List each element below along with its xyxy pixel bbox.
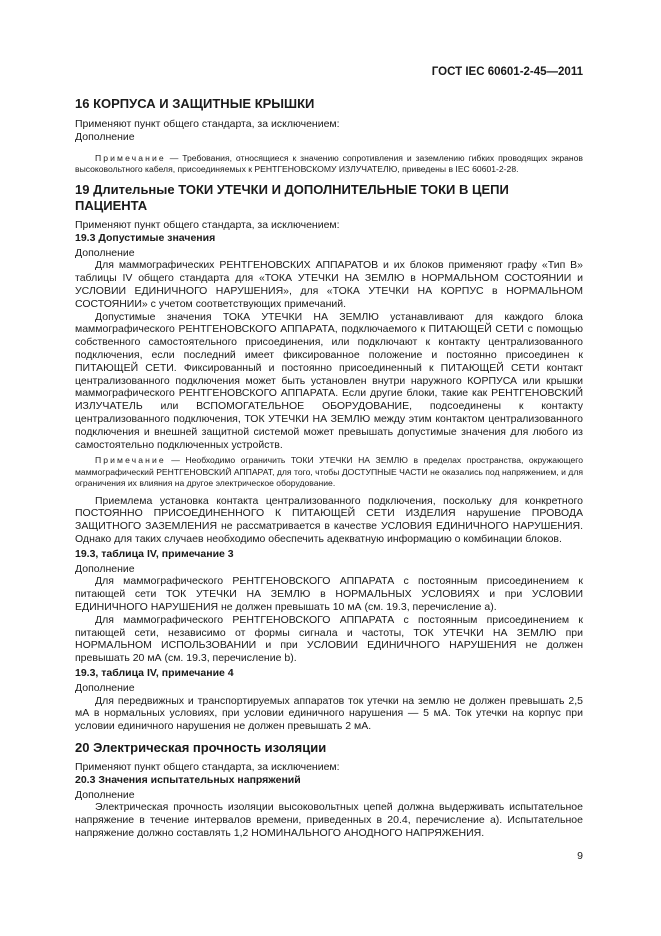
- note-label: Примечание: [95, 455, 166, 466]
- section-16-note: [75, 153, 583, 176]
- subsection-19-3-title: 19.3 Допустимые значения: [75, 231, 216, 244]
- subsection-20-3-title: 20.3 Значения испытательных напряжений: [75, 773, 301, 786]
- section-19-note: [75, 455, 583, 489]
- section-16-title: 16 КОРПУСА И ЗАЩИТНЫЕ КРЫШКИ: [75, 96, 315, 111]
- section-20-title: 20 Электрическая прочность изоляции: [75, 740, 327, 755]
- section-19-addition-2: Дополнение: [75, 562, 135, 575]
- subsection-note-4-title: 19.3, таблица IV, примечание 4: [75, 666, 234, 679]
- paragraph: Для маммографического РЕНТГЕНОВСКОГО АППАРАТА с постоянным присоединением к питающей сети, независимо от формы сигнала и частоты, ТОК УТЕЧКИ НА ЗЕМЛЮ при НОРМАЛЬНОМ ИСПОЛЬЗОВАНИИ и при УСЛОВИИ ЕДИНИЧНОГО НАРУШЕНИЯ не должен превышать 20 мА (см. 19.3, перечисление b).: [75, 613, 583, 665]
- paragraph: Допустимые значения ТОКА УТЕЧКИ НА ЗЕМЛЮ устанавливают для каждого блока маммографического РЕНТГЕНОВСКОГО АППАРАТА, подключаемого к ПИТАЮЩЕЙ СЕТИ с помощью собственного самостоятельного присоединения, или подключают к контакту централизованного подключения, если последний имеет фиксированное положение и постоянно присоединен к ПИТАЮЩЕЙ СЕТИ. Фиксированный и постоянно присоединенный к ПИТАЮЩЕЙ СЕТИ контакт централизованного подключения может быть установлен внутри наружного КОРПУСА или крышки маммографического РЕНТГЕНОВСКОГО АППАРАТА. Если другие блоки, такие как РЕНТГЕНОВСКИЙ ИЗЛУЧАТЕЛЬ или ВСПОМОГАТЕЛЬНОЕ ОБОРУДОВАНИЕ, подсоединены к контакту централизованного подключения, ТОК УТЕЧКИ НА ЗЕМЛЮ между этим контактом централизованного подключения и внешней защитной системой может превышать допустимые значения для любого из самостоятельно подключенных устройств.: [75, 310, 583, 451]
- section-16-intro: Применяют пункт общего стандарта, за исключением:: [75, 118, 340, 130]
- section-16-body: [75, 118, 583, 175]
- section-19-title: 19 Длительные ТОКИ УТЕЧКИ И ДОПОЛНИТЕЛЬНЫЕ ТОКИ В ЦЕПИ ПАЦИЕНТА: [75, 182, 509, 213]
- paragraph: Приемлема установка контакта централизованного подключения, поскольку для конкретного ПОСТОЯННО ПРИСОЕДИНЕННОГО К ПИТАЮЩЕЙ СЕТИ ИЗДЕЛИЯ нарушение ПРОВОДА ЗАЩИТНОГО ЗАЗЕМЛЕНИЯ не рассматривается в качестве УСЛОВИЯ ЕДИНИЧНОГО НАРУШЕНИЯ. Однако для таких случаев необходимо обеспечить адекватную информацию о комбинации блоков.: [75, 494, 583, 545]
- standard-header: ГОСТ IEC 60601-2-45—2011: [431, 66, 583, 78]
- section-16-addition: Дополнение: [75, 130, 135, 143]
- section-19-body: [75, 219, 583, 733]
- subsection-note-3-title: 19.3, таблица IV, примечание 3: [75, 547, 234, 560]
- page-number: 9: [577, 850, 583, 862]
- section-20-intro: Применяют пункт общего стандарта, за исключением:: [75, 761, 340, 773]
- section-20-addition: Дополнение: [75, 788, 135, 801]
- section-19-intro: Применяют пункт общего стандарта, за исключением:: [75, 219, 340, 231]
- paragraph: Электрическая прочность изоляции высоковольтных цепей должна выдерживать испытательное напряжение в течение интервалов времени, приведенных в 20.4, перечисление а). Испытательное напряжение должно составлять 1,2 НОМИНАЛЬНОГО АНОДНОГО НАПРЯЖЕНИЯ.: [75, 801, 583, 839]
- paragraph: Для маммографических РЕНТГЕНОВСКИХ АППАРАТОВ и их блоков применяют графу «Тип В» таблицы IV общего стандарта для «ТОКА УТЕЧКИ НА ЗЕМЛЮ в НОРМАЛЬНОМ СОСТОЯНИИ и УСЛОВИИ ЕДИНИЧНОГО НАРУШЕНИЯ», для «ТОКА УТЕЧКИ НА КОРПУС в НОРМАЛЬНОМ СОСТОЯНИИ» с учетом соответствующих примечаний.: [75, 259, 583, 310]
- section-20-body: [75, 761, 583, 840]
- section-19-addition-3: Дополнение: [75, 681, 135, 694]
- note-label: Примечание: [95, 152, 166, 163]
- section-19-addition-1: Дополнение: [75, 246, 135, 259]
- paragraph: Для передвижных и транспортируемых аппаратов ток утечки на землю не должен превышать 2,5 мА в нормальных условиях, при условии единичного нарушения — 5 мА. Ток утечки на корпус при условии единичного нарушения не должен превышать 2 мА.: [75, 694, 583, 733]
- paragraph: Для маммографического РЕНТГЕНОВСКОГО АППАРАТА с постоянным присоединением к питающей сети ТОК УТЕЧКИ НА ЗЕМЛЮ в НОРМАЛЬНЫХ УСЛОВИЯХ и при УСЛОВИИ ЕДИНИЧНОГО НАРУШЕНИЯ не должен превышать 10 мА (см. 19.3, перечисление а).: [75, 575, 583, 613]
- note-text: — Требования, относящиеся к значению сопротивления и заземлению гибких проводящих экранов высоковольтного кабеля, присоединяемых к РЕНТГЕНОВСКОМУ ИЗЛУЧАТЕЛЮ, приведены в IEC 60601-2-28.: [75, 152, 583, 174]
- note-text: — Необходимо ограничить ТОКИ УТЕЧКИ НА ЗЕМЛЮ в пределах пространства, окружающего маммографический РЕНТГЕНОВСКИЙ АППАРАТ, для того, чтобы ДОСТУПНЫЕ ЧАСТИ не оказались под напряжением, и для ограничения их влияния на другое электрическое оборудование.: [75, 455, 583, 489]
